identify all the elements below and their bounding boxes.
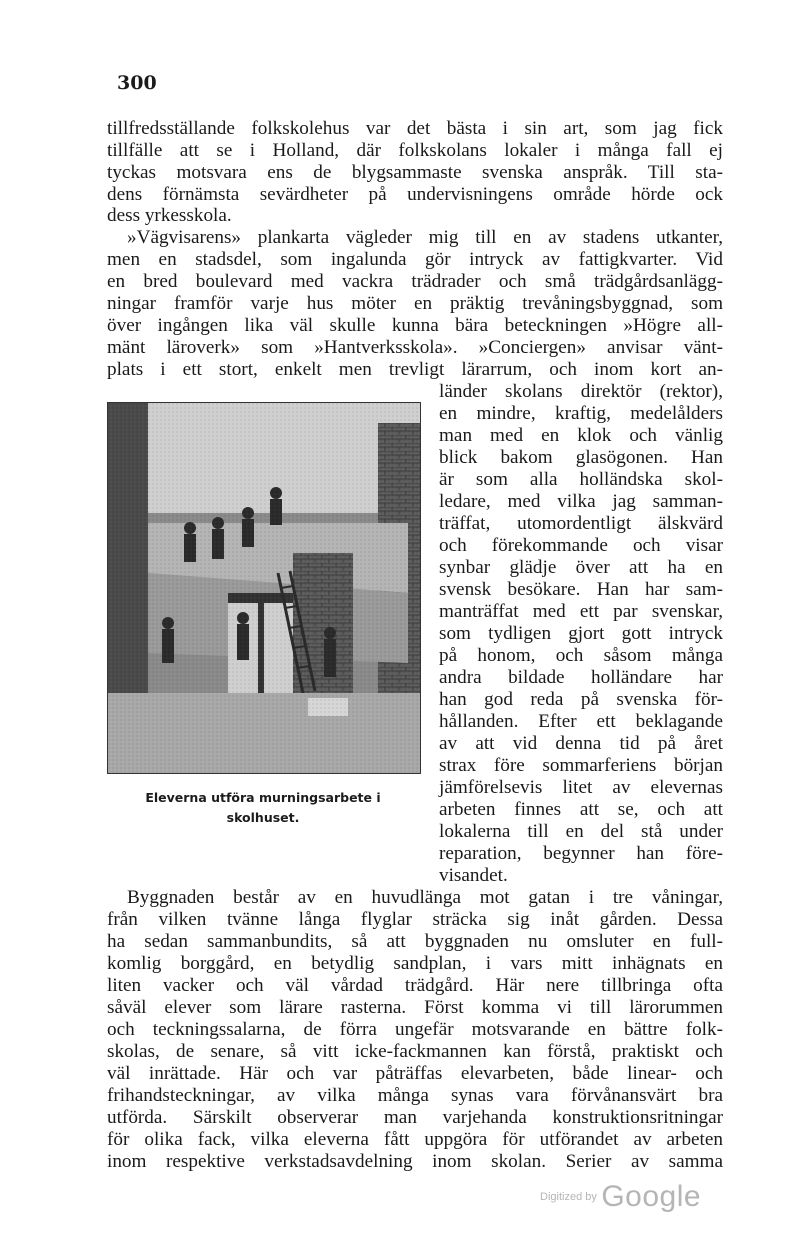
text-line: »Vägvisarens» plankarta vägleder mig till en av stadens utkanter,	[127, 227, 723, 248]
text-line: liten vacker och väl vårdad trädgård. Här nere tillbringa ofta	[107, 975, 723, 996]
text-line: blick bakom glasögonen. Han	[439, 447, 723, 468]
text-line: och förekommande och visar	[439, 535, 723, 556]
text-line: jämförelsevis litet av elevernas	[439, 777, 723, 798]
digitized-watermark	[540, 1180, 701, 1214]
text-line: men en stadsdel, som ingalunda gör intryck av fattigkvarter. Vid	[107, 249, 723, 270]
caption-line: Eleverna utföra murningsarbete i	[145, 790, 381, 805]
text-line: såväl elever som lärare rasterna. Först komma vi till lärorummen	[107, 997, 723, 1018]
text-line: Byggnaden består av en huvudlänga mot gatan i tre våningar,	[127, 887, 723, 908]
text-line: inom respektive verkstadsavdelning inom skolan. Serier av samma	[107, 1151, 723, 1172]
text-line: lokalerna till en del stå under	[439, 821, 723, 842]
text-line: dens förnämsta sevärdheter på undervisningens område hörde ock	[107, 184, 723, 205]
text-line: är som alla holländska skol-	[439, 469, 723, 490]
text-line: mänt läroverk» som »Hantverksskola». »Conciergen» anvisar vänt-	[107, 337, 723, 358]
text-line: arbeten finnes att se, och att	[439, 799, 723, 820]
text-line: andra bildade holländare har	[439, 667, 723, 688]
text-line: från vilken tvänne långa flyglar sträcka sig inåt gården. Dessa	[107, 909, 723, 930]
workshop-photo-illustration	[108, 403, 420, 773]
text-line: plats i ett stort, enkelt men trevligt lärarrum, och inom kort an-	[107, 359, 723, 380]
text-line: visandet.	[439, 865, 508, 886]
text-line: som tydligen gjort gott intryck	[439, 623, 723, 644]
text-line: reparation, begynner han före-	[439, 843, 723, 864]
text-line: komlig borggård, en betydlig sandplan, i vars mitt inhägnats en	[107, 953, 723, 974]
watermark-prefix: Digitized by	[540, 1191, 597, 1203]
text-line: frihandsteckningar, av vilka många synas vara förvånansvärt bra	[107, 1085, 723, 1106]
text-line: ledare, med vilka jag samman-	[439, 491, 723, 512]
text-line: på honom, och såsom många	[439, 645, 723, 666]
caption-line: skolhuset.	[226, 810, 300, 825]
text-line: och teckningssalarna, de förra ungefär motsvarande en bättre folk-	[107, 1019, 723, 1040]
text-line: ningar framför varje hus möter en präktig trevåningsbyggnad, som	[107, 293, 723, 314]
text-line: träffat, utomordentligt älskvärd	[439, 513, 723, 534]
text-line: man med en klok och vänlig	[439, 425, 723, 446]
text-line: synbar glädje över att ha en	[439, 557, 723, 578]
text-line: väl inrättade. Här och var påträffas elevarbeten, både linear- och	[107, 1063, 723, 1084]
text-line: manträffat med ett par svenskar,	[439, 601, 723, 622]
text-line: strax före sommarferiens början	[439, 755, 723, 776]
text-line: ha sedan sammanbundits, så att byggnaden nu omsluter en full-	[107, 931, 723, 952]
text-line: dess yrkesskola.	[107, 205, 232, 226]
text-line: skolas, de senare, så vitt icke-fackmannen kan förstå, praktiskt och	[107, 1041, 723, 1062]
text-line: utförda. Särskilt observerar man varjehanda konstruktionsritningar	[107, 1107, 723, 1128]
text-line: tillfredsställande folkskolehus var det bästa i sin art, som jag fick	[107, 118, 723, 139]
text-line: länder skolans direktör (rektor),	[439, 381, 723, 402]
figure-photo	[107, 402, 421, 774]
text-line: tillfälle att se i Holland, där folkskolans lokaler i många fall ej	[107, 140, 723, 161]
text-line: av att vid denna tid på året	[439, 733, 723, 754]
text-line: en mindre, kraftig, medelålders	[439, 403, 723, 424]
text-line: över ingången lika väl skulle kunna bära beteckningen »Högre all-	[107, 315, 723, 336]
watermark-brand: Google	[601, 1180, 702, 1213]
text-line: för olika fack, vilka eleverna fått uppgöra för utförandet av arbeten	[107, 1129, 723, 1150]
text-line: hållanden. Efter ett beklagande	[439, 711, 723, 732]
text-line: tyckas motsvara ens de blygsammaste svenska anspråk. Till sta-	[107, 162, 723, 183]
page-number: 300	[117, 72, 157, 94]
text-line: han god reda på svenska för-	[439, 689, 723, 710]
text-line: svensk besökare. Han har sam-	[439, 579, 723, 600]
text-line: en bred boulevard med vackra trädrader och små trädgårdsanlägg-	[107, 271, 723, 292]
figure-caption	[107, 788, 419, 828]
